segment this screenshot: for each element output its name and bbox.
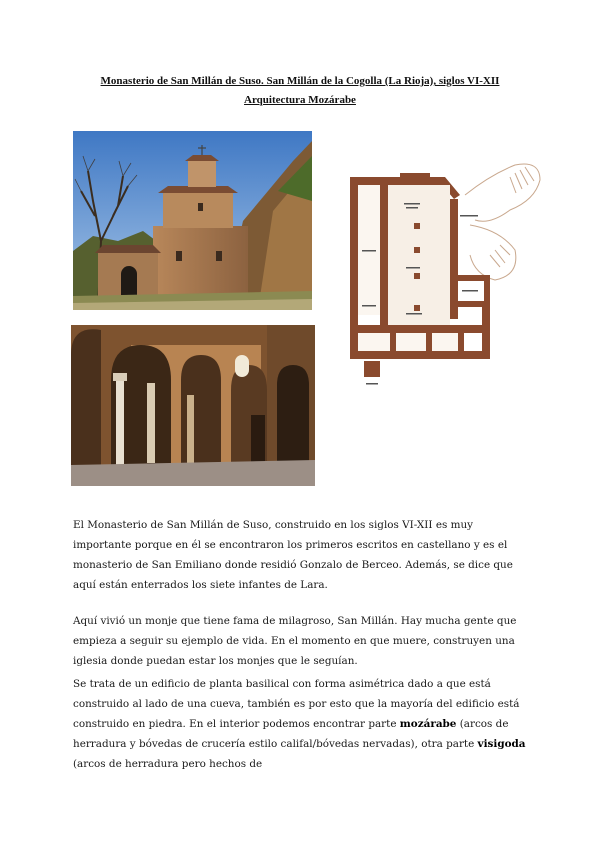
- paragraph-3-text-a: Se trata de un edificio de planta basilical con forma asimétrica dado a que está construido al lado de una cueva, también es por esto que la mayoría del edificio está construido en piedra. En el interior podemos encontrar parte: [73, 678, 520, 730]
- term-visigoda: visigoda: [477, 738, 526, 750]
- document-subtitle: Arquitectura Mozárabe: [244, 94, 356, 106]
- term-mozarabe: mozárabe: [399, 718, 457, 730]
- monastery-exterior-photo: [73, 131, 312, 310]
- paragraph-2: Aquí vivió un monje que tiene fama de milagroso, San Millán. Hay mucha gente que empieza a seguir su ejemplo de vida. En el momento en que muere, construyen una iglesia donde puedan estar los monjes que le seguían.: [73, 615, 517, 667]
- paragraph-3-text-c: (arcos de herradura y bóvedas de crucería estilo califal/bóvedas nervadas), otra parte: [73, 718, 509, 750]
- monastery-interior-photo: [71, 325, 315, 486]
- paragraph-3-text-e: (arcos de herradura pero hechos de: [73, 758, 263, 770]
- floor-plan-drawing: [350, 155, 542, 397]
- paragraph-1: El Monasterio de San Millán de Suso, construido en los siglos VI-XII es muy importante porque en él se encontraron los primeros escritos en castellano y es el monasterio de San Emiliano donde residió Gonzalo de Berceo. Además, se dice que aquí están enterrados los siete infantes de Lara.: [73, 519, 513, 591]
- paragraph-3: [73, 674, 533, 774]
- document-title: Monasterio de San Millán de Suso. San Millán de la Cogolla (La Rioja), siglos VI-XII: [100, 75, 500, 87]
